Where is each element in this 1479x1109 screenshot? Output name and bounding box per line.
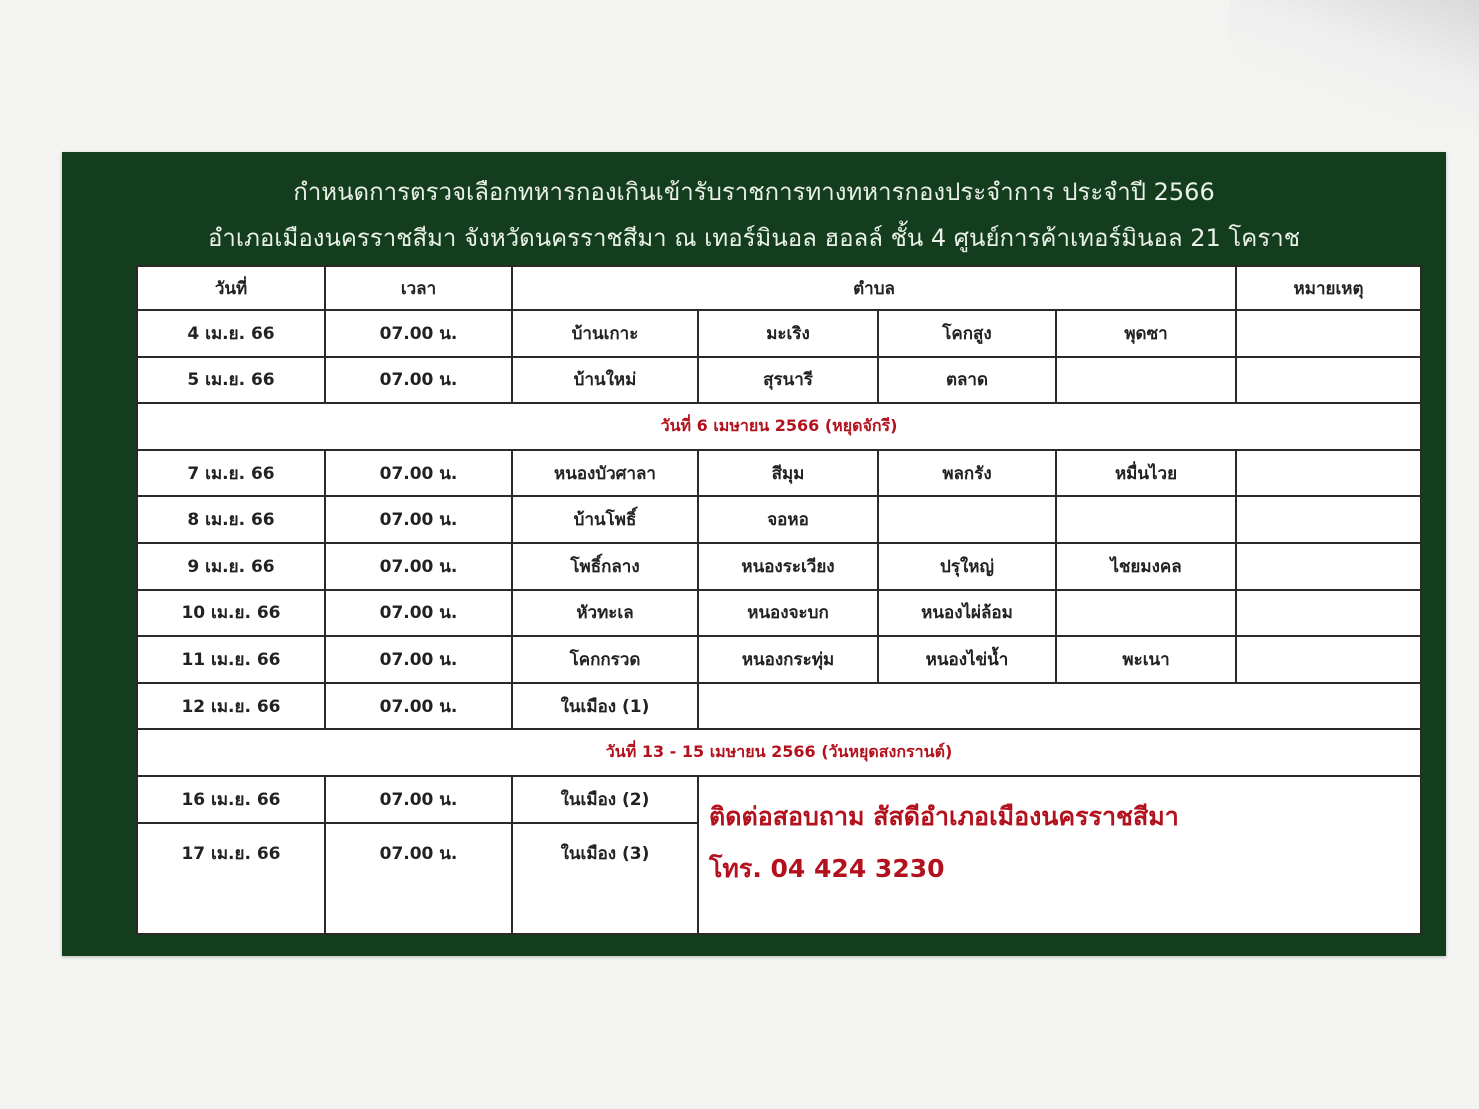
remarks-cell (1236, 590, 1421, 637)
subdistrict-cell: บ้านใหม่ (512, 357, 698, 404)
contact-phone: โทร. 04 424 3230 (709, 853, 945, 883)
holiday-banner-row (137, 403, 1421, 450)
header-date: วันที่ (137, 266, 325, 310)
time-cell: 07.00 น. (325, 776, 512, 823)
remarks-cell (1236, 496, 1421, 543)
holiday-banner-1: วันที่ 6 เมษายน 2566 (หยุดจักรี) (137, 403, 1421, 450)
subdistrict-cell: หัวทะเล (512, 590, 698, 637)
subdistrict-cell: มะเริง (698, 310, 878, 357)
subdistrict-cell: ในเมือง (2) (512, 776, 698, 823)
schedule-board (62, 152, 1446, 956)
date-cell: 16 เม.ย. 66 (137, 776, 325, 823)
title-line-1: กำหนดการตรวจเลือกทหารกองเกินเข้ารับราชการทางทหารกองประจำการ ประจำปี 2566 (293, 178, 1215, 206)
table-header-row (137, 266, 1421, 310)
holiday-banner-2: วันที่ 13 - 15 เมษายน 2566 (วันหยุดสงกรานต์) (137, 729, 1421, 776)
title-line-2: อำเภอเมืองนครราชสีมา จังหวัดนครราชสีมา ณ เทอร์มินอล ฮอลล์ ชั้น 4 ศูนย์การค้าเทอร์มินอล 21 โคราช (207, 224, 1301, 252)
date-cell: 10 เม.ย. 66 (137, 590, 325, 637)
subdistrict-cell: หนองกระทุ่ม (698, 636, 878, 683)
contact-line-1: ติดต่อสอบถาม สัสดีอำเภอเมืองนครราชสีมา (709, 801, 1179, 831)
schedule-table (136, 265, 1422, 935)
table-row (137, 543, 1421, 590)
time-cell: 07.00 น. (325, 543, 512, 590)
subdistrict-cell: หนองไข่น้ำ (878, 636, 1056, 683)
subdistrict-cell: หมื่นไวย (1056, 450, 1236, 497)
subdistrict-cell: สุรนารี (698, 357, 878, 404)
header-remarks: หมายเหตุ (1236, 266, 1421, 310)
time-cell: 07.00 น. (325, 590, 512, 637)
empty-merged-cell (698, 683, 1421, 730)
subdistrict-cell: หนองจะบก (698, 590, 878, 637)
subdistrict-cell (1056, 496, 1236, 543)
date-cell: 4 เม.ย. 66 (137, 310, 325, 357)
schedule-sheet (136, 265, 1420, 935)
remarks-cell (1236, 357, 1421, 404)
holiday-banner-row (137, 729, 1421, 776)
subdistrict-cell: ในเมือง (3) (512, 823, 698, 934)
date-cell: 8 เม.ย. 66 (137, 496, 325, 543)
subdistrict-cell: บ้านโพธิ์ (512, 496, 698, 543)
table-row (137, 590, 1421, 637)
subdistrict-cell: ในเมือง (1) (512, 683, 698, 730)
remarks-cell (1236, 310, 1421, 357)
remarks-cell (1236, 636, 1421, 683)
subdistrict-cell: จอหอ (698, 496, 878, 543)
subdistrict-cell: พุดซา (1056, 310, 1236, 357)
remarks-cell (1236, 450, 1421, 497)
time-cell: 07.00 น. (325, 636, 512, 683)
time-cell: 07.00 น. (325, 683, 512, 730)
time-cell: 07.00 น. (325, 823, 512, 934)
time-cell: 07.00 น. (325, 450, 512, 497)
subdistrict-cell (1056, 590, 1236, 637)
date-cell: 5 เม.ย. 66 (137, 357, 325, 404)
subdistrict-cell: สีมุม (698, 450, 878, 497)
subdistrict-cell: บ้านเกาะ (512, 310, 698, 357)
subdistrict-cell: ปรุใหญ่ (878, 543, 1056, 590)
date-cell: 11 เม.ย. 66 (137, 636, 325, 683)
subdistrict-cell: ไชยมงคล (1056, 543, 1236, 590)
subdistrict-cell: โคกสูง (878, 310, 1056, 357)
time-cell: 07.00 น. (325, 310, 512, 357)
subdistrict-cell: หนองไผ่ล้อม (878, 590, 1056, 637)
contact-info (698, 776, 1421, 934)
header-time: เวลา (325, 266, 512, 310)
table-row (137, 636, 1421, 683)
subdistrict-cell: โพธิ์กลาง (512, 543, 698, 590)
table-row (137, 357, 1421, 404)
subdistrict-cell: พะเนา (1056, 636, 1236, 683)
date-cell: 12 เม.ย. 66 (137, 683, 325, 730)
remarks-cell (1236, 543, 1421, 590)
date-cell: 17 เม.ย. 66 (137, 823, 325, 934)
table-row (137, 496, 1421, 543)
table-row (137, 310, 1421, 357)
time-cell: 07.00 น. (325, 496, 512, 543)
time-cell: 07.00 น. (325, 357, 512, 404)
subdistrict-cell (1056, 357, 1236, 404)
table-row (137, 776, 1421, 823)
date-cell: 7 เม.ย. 66 (137, 450, 325, 497)
subdistrict-cell: หนองระเวียง (698, 543, 878, 590)
table-row (137, 683, 1421, 730)
paper-corner-shadow (1229, 0, 1479, 130)
subdistrict-cell: ตลาด (878, 357, 1056, 404)
table-row (137, 450, 1421, 497)
header-subdistrict: ตำบล (512, 266, 1236, 310)
date-cell: 9 เม.ย. 66 (137, 543, 325, 590)
subdistrict-cell (878, 496, 1056, 543)
subdistrict-cell: พลกรัง (878, 450, 1056, 497)
subdistrict-cell: หนองบัวศาลา (512, 450, 698, 497)
subdistrict-cell: โคกกรวด (512, 636, 698, 683)
